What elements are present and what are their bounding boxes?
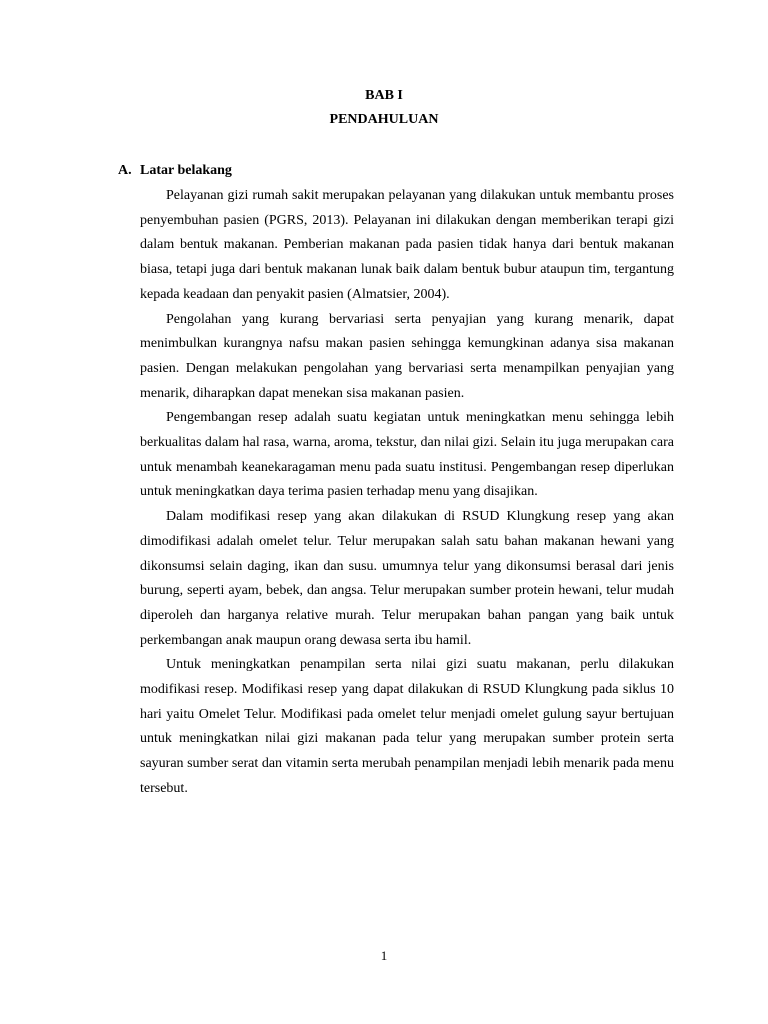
paragraph: Pelayanan gizi rumah sakit merupakan pelayanan yang dilakukan untuk membantu proses penyembuhan pasien (PGRS, 2013). Pelayanan ini dilakukan dengan memberikan terapi gizi dalam bentuk makanan. Pemberian makanan pada pasien tidak hanya dari bentuk makanan biasa, tetapi juga dari bentuk makanan lunak baik dalam bentuk bubur ataupun tim, tergantung kepada keadaan dan penyakit pasien (Almatsier, 2004). [140,188,674,302]
page-number: 1 [380,948,388,963]
paragraph: Pengolahan yang kurang bervariasi serta penyajian yang kurang menarik, dapat menimbulkan kurangnya nafsu makan pasien sehingga kemungkinan adanya sisa makanan pasien. Dengan melakukan pengolahan yang bervariasi serta menampilkan penyajian yang menarik, diharapkan dapat menekan sisa makanan pasien. [140,311,674,401]
paragraph: Pengembangan resep adalah suatu kegiatan untuk meningkatkan menu sehingga lebih berkualitas dalam hal rasa, warna, aroma, tekstur, dan nilai gizi. Selain itu juga merupakan cara untuk menambah keanekaragaman menu pada suatu institusi. Pengembangan resep diperlukan untuk meningkatkan daya terima pasien terhadap menu yang disajikan. [140,410,674,500]
chapter-title: PENDAHULUAN [329,112,439,127]
body-text [140,184,674,802]
section-marker: A. [118,163,132,178]
section-title: Latar belakang [140,163,232,178]
paragraph: Dalam modifikasi resep yang akan dilakukan di RSUD Klungkung resep yang akan dimodifikasi adalah omelet telur. Telur merupakan salah satu bahan makanan hewani yang dikonsumsi selain daging, ikan dan susu. umumnya telur yang dikonsumsi berasal dari jenis burung, seperti ayam, bebek, dan angsa. Telur merupakan sumber protein hewani, telur mudah diperoleh dan harganya relative murah. Telur merupakan bahan pangan yang baik untuk perkembangan anak maupun orang dewasa serta ibu hamil. [140,509,674,648]
chapter-number: BAB I [365,88,403,103]
paragraph: Untuk meningkatkan penampilan serta nilai gizi suatu makanan, perlu dilakukan modifikasi resep. Modifikasi resep yang dapat dilakukan di RSUD Klungkung pada siklus 10 hari yaitu Omelet Telur. Modifikasi pada omelet telur menjadi omelet gulung sayur bertujuan untuk meningkatkan nilai gizi makanan pada telur yang merupakan sumber protein serta sayuran sumber serat dan vitamin serta merubah penampilan menjadi lebih menarik pada menu tersebut. [140,657,674,796]
section-heading [118,161,232,181]
